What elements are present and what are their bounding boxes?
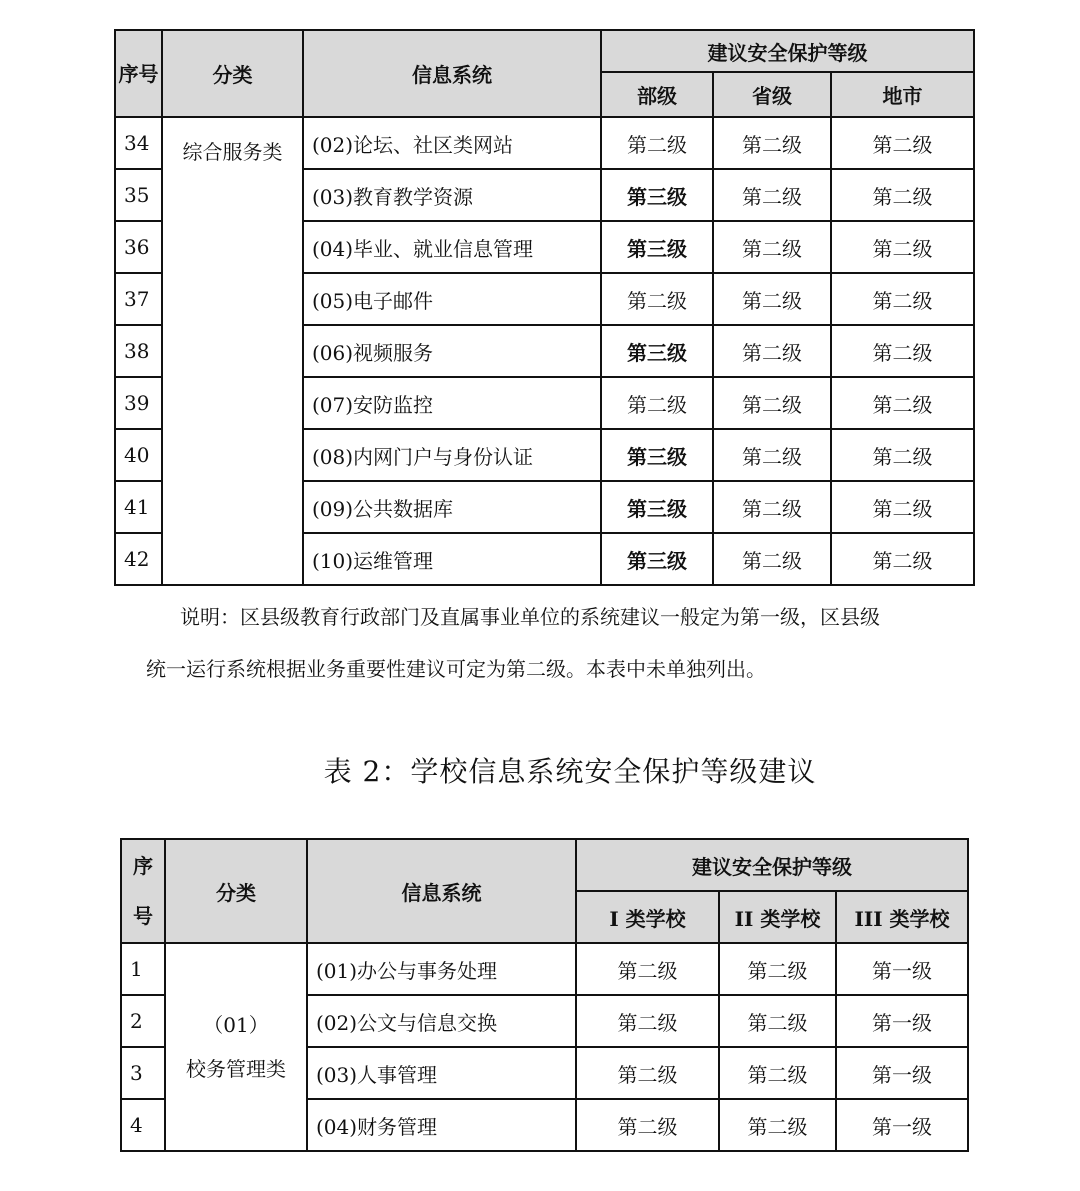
- level-city: 第二级: [831, 533, 974, 585]
- header-category: 分类: [165, 839, 307, 943]
- level-school-3: 第一级: [836, 943, 968, 995]
- note-line-2: 统一运行系统根据业务重要性建议可定为第二级。本表中未单独列出。: [146, 657, 766, 681]
- level-ministry: 第二级: [601, 273, 713, 325]
- category-label: 校务管理类: [186, 1057, 286, 1081]
- level-province: 第二级: [713, 221, 831, 273]
- level-province: 第二级: [713, 117, 831, 169]
- row-number: 2: [121, 995, 165, 1047]
- level-ministry: 第三级: [601, 221, 713, 273]
- system-name: (03)教育教学资源: [303, 169, 601, 221]
- row-number: 4: [121, 1099, 165, 1151]
- system-name: (05)电子邮件: [303, 273, 601, 325]
- table-2-title: 表 2：学校信息系统安全保护等级建议: [323, 755, 817, 788]
- row-number: 36: [115, 221, 162, 273]
- level-school-2: 第二级: [719, 995, 836, 1047]
- row-number: 40: [115, 429, 162, 481]
- header-ministry: 部级: [601, 72, 713, 117]
- system-name: (10)运维管理: [303, 533, 601, 585]
- system-name: (06)视频服务: [303, 325, 601, 377]
- category-code: （01）: [203, 1013, 269, 1037]
- level-school-3: 第一级: [836, 995, 968, 1047]
- header-level-group: 建议安全保护等级: [576, 839, 968, 891]
- level-city: 第二级: [831, 169, 974, 221]
- row-number: 1: [121, 943, 165, 995]
- level-city: 第二级: [831, 221, 974, 273]
- level-city: 第二级: [831, 325, 974, 377]
- system-name: (08)内网门户与身份认证: [303, 429, 601, 481]
- level-province: 第二级: [713, 325, 831, 377]
- row-number: 39: [115, 377, 162, 429]
- level-school-3: 第一级: [836, 1099, 968, 1151]
- row-number: 38: [115, 325, 162, 377]
- category-cell: [165, 943, 307, 1151]
- table-row: [121, 943, 968, 995]
- system-name: (04)毕业、就业信息管理: [303, 221, 601, 273]
- system-name: (09)公共数据库: [303, 481, 601, 533]
- level-ministry: 第二级: [601, 377, 713, 429]
- level-province: 第二级: [713, 533, 831, 585]
- level-ministry: 第三级: [601, 169, 713, 221]
- level-ministry: 第三级: [601, 481, 713, 533]
- level-school-3: 第一级: [836, 1047, 968, 1099]
- header-province: 省级: [713, 72, 831, 117]
- note-line-1: 说明：区县级教育行政部门及直属事业单位的系统建议一般定为第一级，区县级: [180, 605, 880, 629]
- level-school-2: 第二级: [719, 943, 836, 995]
- header-seq: 序 号: [121, 839, 165, 943]
- row-number: 37: [115, 273, 162, 325]
- level-city: 第二级: [831, 273, 974, 325]
- level-province: 第二级: [713, 377, 831, 429]
- level-school-2: 第二级: [719, 1099, 836, 1151]
- table-2: [120, 838, 969, 1152]
- level-ministry: 第三级: [601, 325, 713, 377]
- system-name: (04)财务管理: [307, 1099, 576, 1151]
- header-system: 信息系统: [307, 839, 576, 943]
- level-city: 第二级: [831, 481, 974, 533]
- header-system: 信息系统: [303, 30, 601, 117]
- level-province: 第二级: [713, 169, 831, 221]
- row-number: 42: [115, 533, 162, 585]
- table-row: [115, 117, 974, 169]
- header-category: 分类: [162, 30, 303, 117]
- system-name: (02)论坛、社区类网站: [303, 117, 601, 169]
- header-school-class-2: II 类学校: [719, 891, 836, 943]
- category-cell: 综合服务类: [162, 117, 303, 585]
- system-name: (02)公文与信息交换: [307, 995, 576, 1047]
- row-number: 34: [115, 117, 162, 169]
- table-1: [114, 29, 975, 586]
- level-school-2: 第二级: [719, 1047, 836, 1099]
- level-ministry: 第三级: [601, 533, 713, 585]
- row-number: 35: [115, 169, 162, 221]
- header-school-class-1: I 类学校: [576, 891, 719, 943]
- level-city: 第二级: [831, 377, 974, 429]
- level-city: 第二级: [831, 429, 974, 481]
- header-school-class-3: III 类学校: [836, 891, 968, 943]
- level-school-1: 第二级: [576, 943, 719, 995]
- row-number: 41: [115, 481, 162, 533]
- level-province: 第二级: [713, 429, 831, 481]
- header-city: 地市: [831, 72, 974, 117]
- level-school-1: 第二级: [576, 995, 719, 1047]
- system-name: (03)人事管理: [307, 1047, 576, 1099]
- level-school-1: 第二级: [576, 1099, 719, 1151]
- level-ministry: 第二级: [601, 117, 713, 169]
- system-name: (01)办公与事务处理: [307, 943, 576, 995]
- level-province: 第二级: [713, 273, 831, 325]
- header-level-group: 建议安全保护等级: [601, 30, 974, 72]
- level-city: 第二级: [831, 117, 974, 169]
- level-province: 第二级: [713, 481, 831, 533]
- level-school-1: 第二级: [576, 1047, 719, 1099]
- system-name: (07)安防监控: [303, 377, 601, 429]
- row-number: 3: [121, 1047, 165, 1099]
- header-seq: 序号: [115, 30, 162, 117]
- level-ministry: 第三级: [601, 429, 713, 481]
